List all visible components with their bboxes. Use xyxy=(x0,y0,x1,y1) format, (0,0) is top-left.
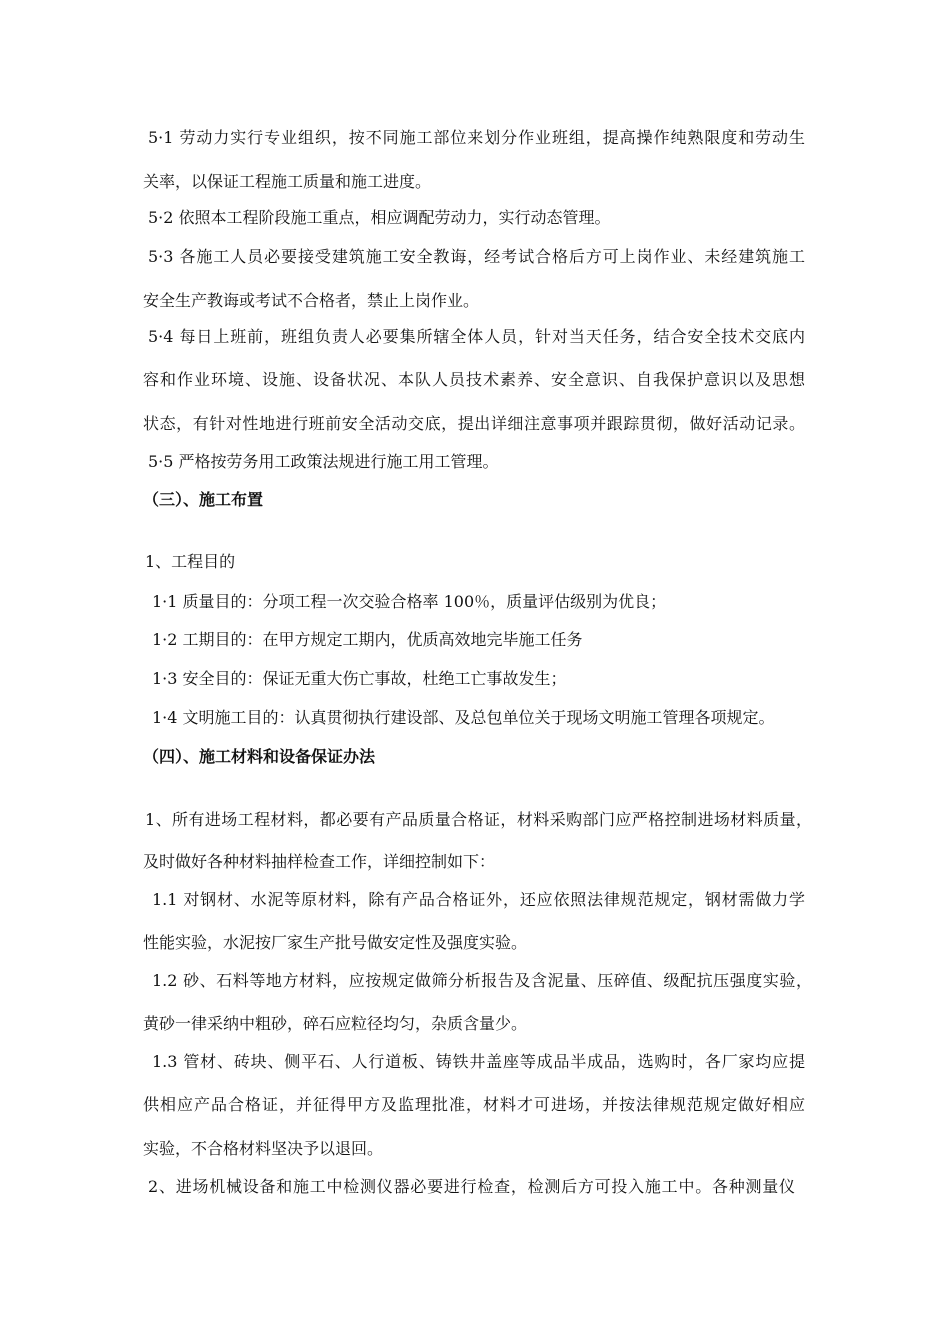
paragraph-line: 黄砂一律采纳中粗砂，碎石应粒径均匀，杂质含量少。 xyxy=(143,1014,528,1033)
paragraph-line: 1、所有进场工程材料，都必要有产品质量合格证，材料采购部门应严格控制进场材料质量， xyxy=(145,810,812,829)
subsection-title: 1、工程目的 xyxy=(145,552,236,571)
paragraph-line: 性能实验，水泥按厂家生产批号做安定性及强度实验。 xyxy=(143,933,528,952)
paragraph-line: 5·3 各施工人员必要接受建筑施工安全教诲，经考试合格后方可上岗作业、未经建筑施工 xyxy=(148,247,805,266)
paragraph-line: 供相应产品合格证，并征得甲方及监理批准，材料才可进场，并按法律规范规定做好相应 xyxy=(143,1095,805,1114)
list-item: 1.2 砂、石料等地方材料，应按规定做筛分析报告及含泥量、压碎值、级配抗压强度实验， xyxy=(152,971,812,990)
paragraph-line: 状态，有针对性地进行班前安全活动交底，提出详细注意事项并跟踪贯彻，做好活动记录。 xyxy=(143,414,805,433)
list-item: 1.3 管材、砖块、侧平石、人行道板、铸铁井盖座等成品半成品，选购时，各厂家均应提 xyxy=(152,1052,805,1071)
paragraph-line: 关率，以保证工程施工质量和施工进度。 xyxy=(143,172,432,191)
paragraph-line: 5·5 严格按劳务用工政策法规进行施工用工管理。 xyxy=(148,452,499,471)
paragraph-line: 5·2 依照本工程阶段施工重点，相应调配劳动力，实行动态管理。 xyxy=(148,208,611,227)
list-item: 1.1 对钢材、水泥等原材料，除有产品合格证外，还应依照法律规范规定，钢材需做力学 xyxy=(152,890,805,909)
list-item: 1·3 安全目的：保证无重大伤亡事故，杜绝工亡事故发生； xyxy=(152,669,567,688)
list-item: 1·4 文明施工目的：认真贯彻执行建设部、及总包单位关于现场文明施工管理各项规定。 xyxy=(152,708,775,727)
section-heading: （三）、施工布置 xyxy=(143,490,264,509)
paragraph-line: 实验，不合格材料坚决予以退回。 xyxy=(143,1139,384,1158)
paragraph-line: 5·1 劳动力实行专业组织，按不同施工部位来划分作业班组，提高操作纯熟限度和劳动生 xyxy=(148,128,805,147)
paragraph-line: 容和作业环境、设施、设备状况、本队人员技术素养、安全意识、自我保护意识以及思想 xyxy=(143,370,805,389)
list-item: 1·2 工期目的：在甲方规定工期内，优质高效地完毕施工任务 xyxy=(152,630,583,649)
section-heading: （四）、施工材料和设备保证办法 xyxy=(143,747,376,766)
paragraph-line: 及时做好各种材料抽样检查工作，详细控制如下： xyxy=(143,852,496,871)
paragraph-line: 2、进场机械设备和施工中检测仪器必要进行检查，检测后方可投入施工中。各种测量仪 xyxy=(148,1177,795,1196)
list-item: 1·1 质量目的：分项工程一次交验合格率 100％，质量评估级别为优良； xyxy=(152,592,667,611)
paragraph-line: 5·4 每日上班前，班组负责人必要集所辖全体人员，针对当天任务，结合安全技术交底内 xyxy=(148,327,805,346)
paragraph-line: 安全生产教诲或考试不合格者，禁止上岗作业。 xyxy=(143,291,480,310)
